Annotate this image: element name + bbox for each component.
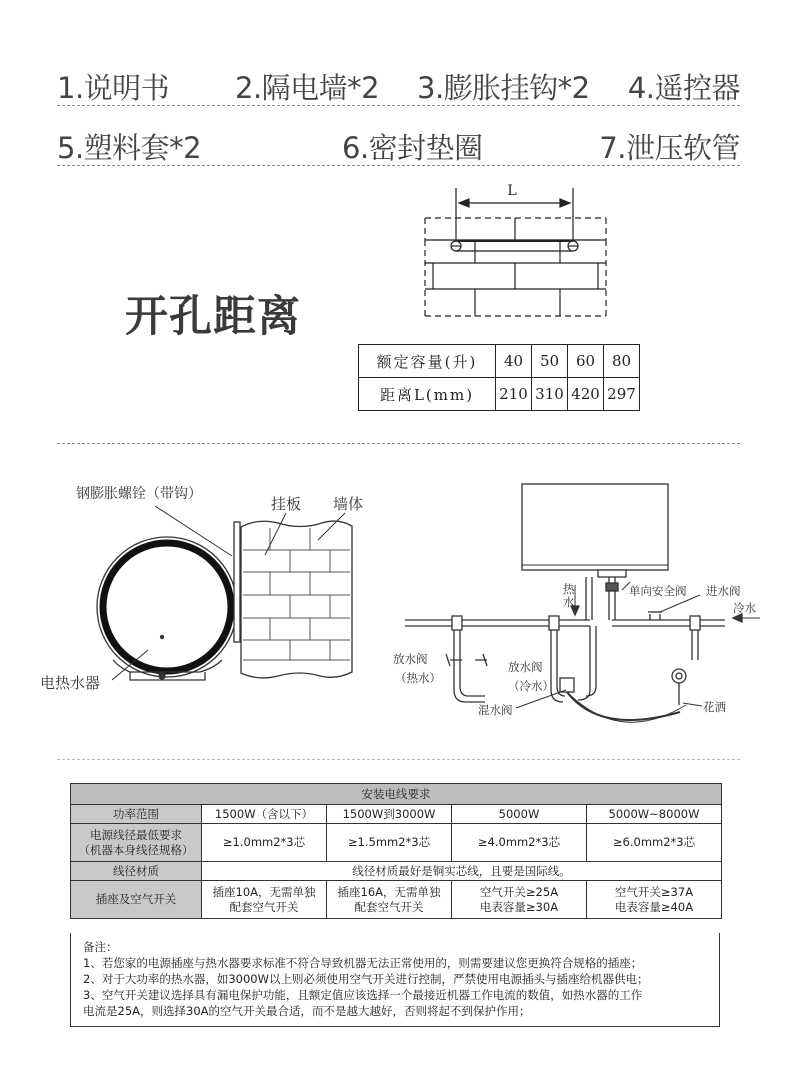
switch-value: [452, 881, 587, 919]
switch-line: 配套空气开关: [229, 899, 299, 914]
cold-water-label: 冷水: [733, 601, 756, 615]
header-power: 功率范围: [71, 805, 202, 824]
part-expansion-hook: 3.膨胀挂钩*2: [417, 71, 590, 105]
table-row: [71, 862, 722, 881]
capacity-50: 50: [532, 345, 568, 378]
switch-line: 空气开关≥37A: [614, 884, 694, 899]
table-row: [71, 881, 722, 919]
switch-value: [202, 881, 327, 919]
capacity-80: 80: [604, 345, 640, 378]
hot-water-label: 热 水: [563, 582, 575, 609]
mixer-valve-label: 混水阀: [478, 703, 513, 717]
switch-line: 配套空气开关: [354, 899, 424, 914]
gauge-value: ≥1.0mm2*3芯: [202, 824, 327, 862]
part-manual: 1.说明书: [57, 71, 170, 105]
table-row: [71, 784, 722, 805]
note-3-cont: 电流是25A，则选择30A的空气开关最合适，而不是越大越好，否则将起不到保护作用；: [83, 1004, 531, 1018]
notes-heading: 备注：: [83, 940, 118, 954]
distance-60: 420: [568, 378, 604, 411]
part-insulation-wall: 2.隔电墙*2: [235, 71, 380, 105]
hole-distance-title: 开孔距离: [125, 292, 301, 342]
header-8000: 5000W~8000W: [587, 805, 722, 824]
gauge-label-line1: 电源线径最低要求: [90, 827, 182, 842]
wiring-title: 安装电线要求: [71, 784, 722, 805]
drain-valve-hot-label: 放水阀: [393, 652, 428, 666]
switch-line: 插座16A，无需单独: [337, 884, 441, 899]
switch-line: 插座10A，无需单独: [212, 884, 316, 899]
header-5000: 5000W: [452, 805, 587, 824]
distance-40: 210: [496, 378, 532, 411]
distance-50: 310: [532, 378, 568, 411]
wiring-table: [70, 783, 722, 919]
gauge-label: [71, 824, 202, 862]
note-3: 3、空气开关建议选择具有漏电保护功能，且额定值应该选择一个最接近机器工作电流的数值，如热水器的工作: [83, 988, 643, 1002]
safety-valve-label: 单向安全阀: [629, 584, 687, 598]
switch-value: [327, 881, 452, 919]
gauge-value: ≥1.5mm2*3芯: [327, 824, 452, 862]
distance-80: 297: [604, 378, 640, 411]
table-row: [71, 805, 722, 824]
switch-value: [587, 881, 722, 919]
table-row: [71, 824, 722, 862]
part-gasket: 6.密封垫圈: [342, 131, 483, 165]
wall-label: 墙体: [333, 495, 364, 513]
gauge-value: ≥4.0mm2*3芯: [452, 824, 587, 862]
drain-valve-cold-label: 放水阀: [508, 660, 543, 674]
dimension-label: L: [507, 183, 517, 199]
part-relief-hose: 7.泄压软管: [599, 131, 740, 165]
heater-label: 电热水器: [40, 674, 101, 692]
part-plastic-sleeve: 5.塑料套*2: [57, 131, 202, 165]
divider: [57, 759, 740, 760]
part-remote: 4.遥控器: [627, 71, 740, 105]
capacity-40: 40: [496, 345, 532, 378]
drain-valve-cold-sub: （冷水）: [508, 679, 554, 693]
header-3000: 1500W到3000W: [327, 805, 452, 824]
material-value: 线径材质最好是铜实芯线，且要是国际线。: [202, 862, 722, 881]
plate-label: 挂板: [271, 495, 302, 513]
switch-line: 电表容量≥40A: [614, 899, 694, 914]
shower-label: 花洒: [703, 700, 726, 714]
switch-label: 插座及空气开关: [71, 881, 202, 919]
drain-valve-hot-sub: （热水）: [395, 671, 441, 685]
inlet-valve-label: 进水阀: [706, 584, 741, 598]
gauge-value: ≥6.0mm2*3芯: [587, 824, 722, 862]
switch-line: 电表容量≥30A: [479, 899, 559, 914]
header-1500: 1500W（含以下）: [202, 805, 327, 824]
material-label: 线径材质: [71, 862, 202, 881]
note-1: 1、若您家的电源插座与热水器要求标准不符合导致机器无法正常使用的，则需要建议您更换符合规格的插座；: [83, 956, 643, 970]
note-2: 2、对于大功率的热水器，如3000W以上则必须使用空气开关进行控制，严禁使用电源插头与插座给机器供电；: [83, 972, 649, 986]
notes-box: [70, 933, 720, 1027]
capacity-label: 额定容量(升): [359, 345, 496, 378]
capacity-60: 60: [568, 345, 604, 378]
gauge-label-line2: （机器本身线径规格）: [78, 842, 194, 857]
switch-line: 空气开关≥25A: [479, 884, 559, 899]
bolt-label: 钢膨胀螺铨（带钩）: [76, 486, 202, 502]
distance-label: 距离L(mm): [359, 378, 496, 411]
